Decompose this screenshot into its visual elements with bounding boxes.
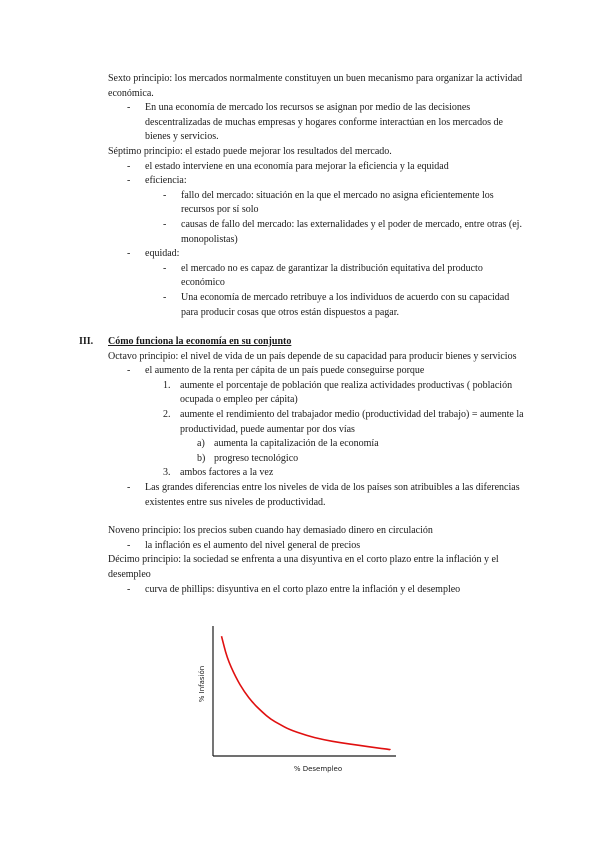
list-item xyxy=(108,539,526,554)
list-item-text: Las grandes diferencias entre los niveles de vida de los países son atribuibles a las diferencias existentes entre sus niveles de productividad. xyxy=(145,481,520,508)
bullet-dash: - xyxy=(127,365,131,377)
numbered-item-text: ambos factores a la vez xyxy=(180,467,274,479)
lettered-item-text: progreso tecnológico xyxy=(214,452,299,464)
list-item-text: el estado interviene en una economía para mejorar la eficiencia y la equidad xyxy=(145,160,449,172)
section-numeral: III. xyxy=(79,336,94,347)
numbered-item xyxy=(108,379,526,408)
lettered-item-text: aumenta la capitalización de la economía xyxy=(214,438,379,450)
equidad-label: equidad: xyxy=(145,248,180,260)
octavo-principio: Octavo principio: el nivel de vida de un país depende de su capacidad para producir bienes y servicios xyxy=(108,350,517,362)
phillips-curve-line xyxy=(222,636,391,750)
list-item xyxy=(108,218,526,247)
item-letter: a) xyxy=(197,438,205,450)
bullet-dash: - xyxy=(127,481,131,493)
bullet-dash: - xyxy=(127,160,131,172)
bullet-dash: - xyxy=(163,262,167,274)
phillips-curve-chart xyxy=(196,626,406,776)
numbered-item xyxy=(108,408,526,437)
lettered-item xyxy=(108,437,526,452)
y-axis-label: % Infasión xyxy=(198,665,206,703)
list-item xyxy=(108,174,526,189)
numbered-item xyxy=(108,466,526,481)
section-heading xyxy=(79,335,526,350)
bullet-dash: - xyxy=(163,189,167,201)
decimo-principio: Décimo principio: la sociedad se enfrenta a una disyuntiva en el corto plazo entre la inflación y el desempleo xyxy=(108,554,499,580)
bullet-dash: - xyxy=(127,175,131,187)
list-item xyxy=(108,247,526,262)
list-item-text: curva de phillips: disyuntiva en el corto plazo entre la inflación y el desempleo xyxy=(145,583,461,595)
x-axis-label: % Desempleo xyxy=(293,765,343,773)
bullet-dash: - xyxy=(127,248,131,260)
list-item xyxy=(108,291,526,320)
list-item xyxy=(108,262,526,291)
noveno-principio: Noveno principio: los precios suben cuando hay demasiado dinero en circulación xyxy=(108,525,433,537)
sexto-principio: Sexto principio: los mercados normalmente constituyen un buen mecanismo para organizar la actividad económica. xyxy=(108,73,523,99)
list-item-text: el mercado no es capaz de garantizar la distribución equitativa del producto económico xyxy=(181,262,483,289)
bullet-dash: - xyxy=(127,102,131,114)
septimo-principio: Séptimo principio: el estado puede mejorar los resultados del mercado. xyxy=(108,145,392,157)
list-item xyxy=(108,364,526,379)
bullet-dash: - xyxy=(163,291,167,303)
eficiencia-label: eficiencia: xyxy=(145,175,187,187)
bullet-dash: - xyxy=(127,583,131,595)
list-item xyxy=(108,189,526,218)
list-item-text: Una economía de mercado retribuye a los individuos de acuerdo con su capacidad para producir cosas que otros están dispuestos a pagar. xyxy=(181,291,510,318)
list-item-text: fallo del mercado: situación en la que el mercado no asigna eficientemente los recursos por sí solo xyxy=(181,189,494,216)
item-letter: b) xyxy=(197,452,206,464)
numbered-item-text: aumente el porcentaje de población que realiza actividades productivas ( población ocupada o empleo per cápita) xyxy=(180,379,513,406)
list-item-text: la inflación es el aumento del nivel general de precios xyxy=(145,539,361,551)
bullet-dash: - xyxy=(127,539,131,551)
section-title: Cómo funciona la economía en su conjunto xyxy=(108,336,292,347)
section-iii xyxy=(79,335,526,597)
list-item-text: el aumento de la renta per cápita de un país puede conseguirse porque xyxy=(145,365,425,377)
list-item xyxy=(108,101,526,145)
list-item xyxy=(108,583,526,598)
bullet-dash: - xyxy=(163,218,167,230)
list-item-text: En una economía de mercado los recursos se asignan por medio de las decisiones descentralizadas de muchas empresas y hogares conforme interactúan en los mercados de bienes y servicios. xyxy=(145,102,503,143)
list-item xyxy=(108,481,526,510)
lettered-item xyxy=(108,452,526,467)
item-number: 1. xyxy=(163,379,171,391)
list-item-text: causas de fallo del mercado: las externalidades y el poder de mercado, entre otras (ej. monopolistas) xyxy=(181,218,522,245)
principles-block-1 xyxy=(108,72,526,320)
list-item xyxy=(108,160,526,175)
numbered-item-text: aumente el rendimiento del trabajador medio (productividad del trabajo) = aumente la productividad, puede aumentar por dos vías xyxy=(180,408,524,435)
spacer xyxy=(108,510,526,524)
item-number: 2. xyxy=(163,408,171,420)
item-number: 3. xyxy=(163,467,171,479)
